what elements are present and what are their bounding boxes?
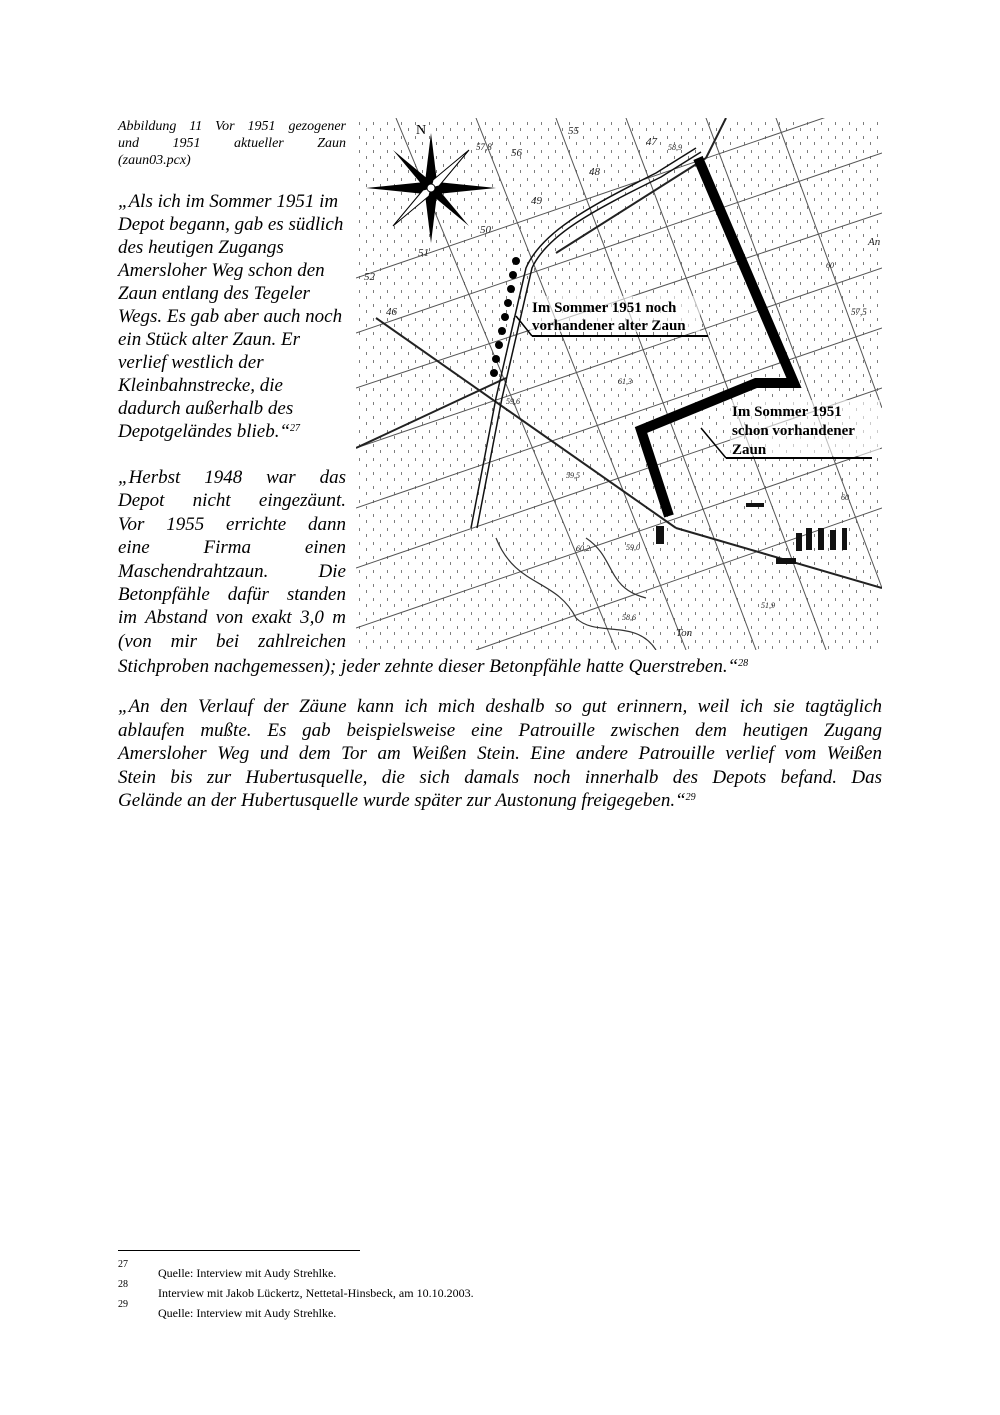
map-number: 52 xyxy=(364,271,375,283)
map-number: 51,9 xyxy=(761,601,775,610)
svg-text:Im Sommer 1951 noch: Im Sommer 1951 noch xyxy=(532,300,677,316)
map-number: 51 xyxy=(418,247,429,259)
map-number: 47 xyxy=(646,136,657,148)
map-number: An xyxy=(868,236,881,248)
footnote-number: 27 xyxy=(118,1259,128,1270)
quote-28-line: (von mir bei zahlreichen xyxy=(118,630,346,652)
map-number: 57,8 xyxy=(476,142,492,152)
svg-text:vorhandener alter Zaun: vorhandener alter Zaun xyxy=(532,318,686,334)
map-number: 55 xyxy=(568,125,579,137)
footnote-ref-28: 28 xyxy=(738,658,749,669)
quote-28-line: im Abstand von exakt 3,0 m xyxy=(118,607,346,629)
footnote-text: Interview mit Jakob Lückertz, Nettetal-Hinsbeck, am 10.10.2003. xyxy=(158,1286,474,1300)
quote-29-last: Gelände an der Hubertusquelle wurde später zur Austonung freigegeben.“ xyxy=(118,790,686,811)
quote-29 xyxy=(118,695,882,813)
quote-27-text: „Als ich im Sommer 1951 im Depot begann, gab es südlich des heutigen Zugangs Amersloher Weg schon den Zaun entlang des Tegeler Wegs. Es gab aber auch noch ein Stück alter Zaun. Er verlief westlich der Kleinbahnstrecke, die dadurch außerhalb des Depotgeländes blieb.“ xyxy=(118,191,344,442)
quote-28 xyxy=(118,466,346,653)
quote-29-line: Stein bis zur Hubertusquelle, die sich damals noch innerhalb des Depots befand. Das xyxy=(118,766,882,788)
svg-text:Zaun: Zaun xyxy=(732,442,767,458)
caption-line: Abbildung 11 Vor 1951 gezogener xyxy=(118,119,346,134)
caption-line: und 1951 aktueller Zaun xyxy=(118,136,346,151)
footnote-number: 28 xyxy=(118,1279,128,1290)
quote-29-line: Amersloher Weg und dem Tor am Weißen Stein. Eine andere Patrouille verlief vom Weißen xyxy=(118,743,882,764)
quote-28-tail xyxy=(118,655,878,678)
map-number: 48 xyxy=(589,166,600,178)
map-number: 46 xyxy=(386,306,397,318)
map-number: 60 xyxy=(841,493,849,502)
map-number: 60 xyxy=(826,261,834,270)
footnote-number: 29 xyxy=(118,1299,128,1310)
map-number: 56 xyxy=(511,147,522,159)
footnote-ref-27: 27 xyxy=(290,423,301,434)
quote-28-line: Depot nicht eingezäunt. xyxy=(118,490,346,512)
quote-28-tail-text: Stichproben nachgemessen); jeder zehnte dieser Betonpfähle hatte Querstreben.“ xyxy=(118,656,739,677)
quote-29-line: ablaufen mußte. Es gab beispielsweise eine Patrouille zwischen dem heutigen Zugang xyxy=(118,719,882,741)
quote-29-line: „An den Verlauf der Zäune kann ich mich deshalb so gut erinnern, weil ich sie tagtäglich xyxy=(118,696,882,717)
quote-28-line: Betonpfähle dafür standen xyxy=(118,584,346,606)
quote-28-line: Vor 1955 errichte dann xyxy=(118,513,346,535)
map-number: 58,6 xyxy=(622,613,636,622)
footnote-text: Quelle: Interview mit Audy Strehlke. xyxy=(158,1306,337,1320)
quote-28-line: eine Firma einen xyxy=(118,537,346,559)
svg-text:schon vorhandener: schon vorhandener xyxy=(732,423,855,439)
svg-text:Im Sommer 1951: Im Sommer 1951 xyxy=(732,404,842,420)
footnote-text: Quelle: Interview mit Audy Strehlke. xyxy=(158,1266,337,1280)
quote-27 xyxy=(118,190,346,443)
map-number: 59,6 xyxy=(506,397,520,406)
footnote-rule xyxy=(118,1250,360,1251)
figure-caption xyxy=(118,118,346,169)
map-number: 61,3 xyxy=(618,377,632,386)
caption-line: (zaun03.pcx) xyxy=(118,153,191,168)
map-number: 59,5 xyxy=(566,471,580,480)
quote-28-line: Maschendrahtzaun. Die xyxy=(118,560,346,582)
fence-map xyxy=(356,118,882,650)
map-number: 50 xyxy=(480,224,491,236)
map-number: 60,2 xyxy=(576,544,590,553)
map-number: 58,9 xyxy=(668,143,682,152)
quote-28-line: „Herbst 1948 war das xyxy=(118,467,346,488)
map-number: 57,5 xyxy=(851,307,867,317)
map-number: Ton xyxy=(676,627,693,639)
footnote-ref-29: 29 xyxy=(685,792,696,803)
north-label: N xyxy=(416,123,427,138)
map-number: 59,0 xyxy=(626,543,640,552)
map-number: 49 xyxy=(531,195,542,207)
